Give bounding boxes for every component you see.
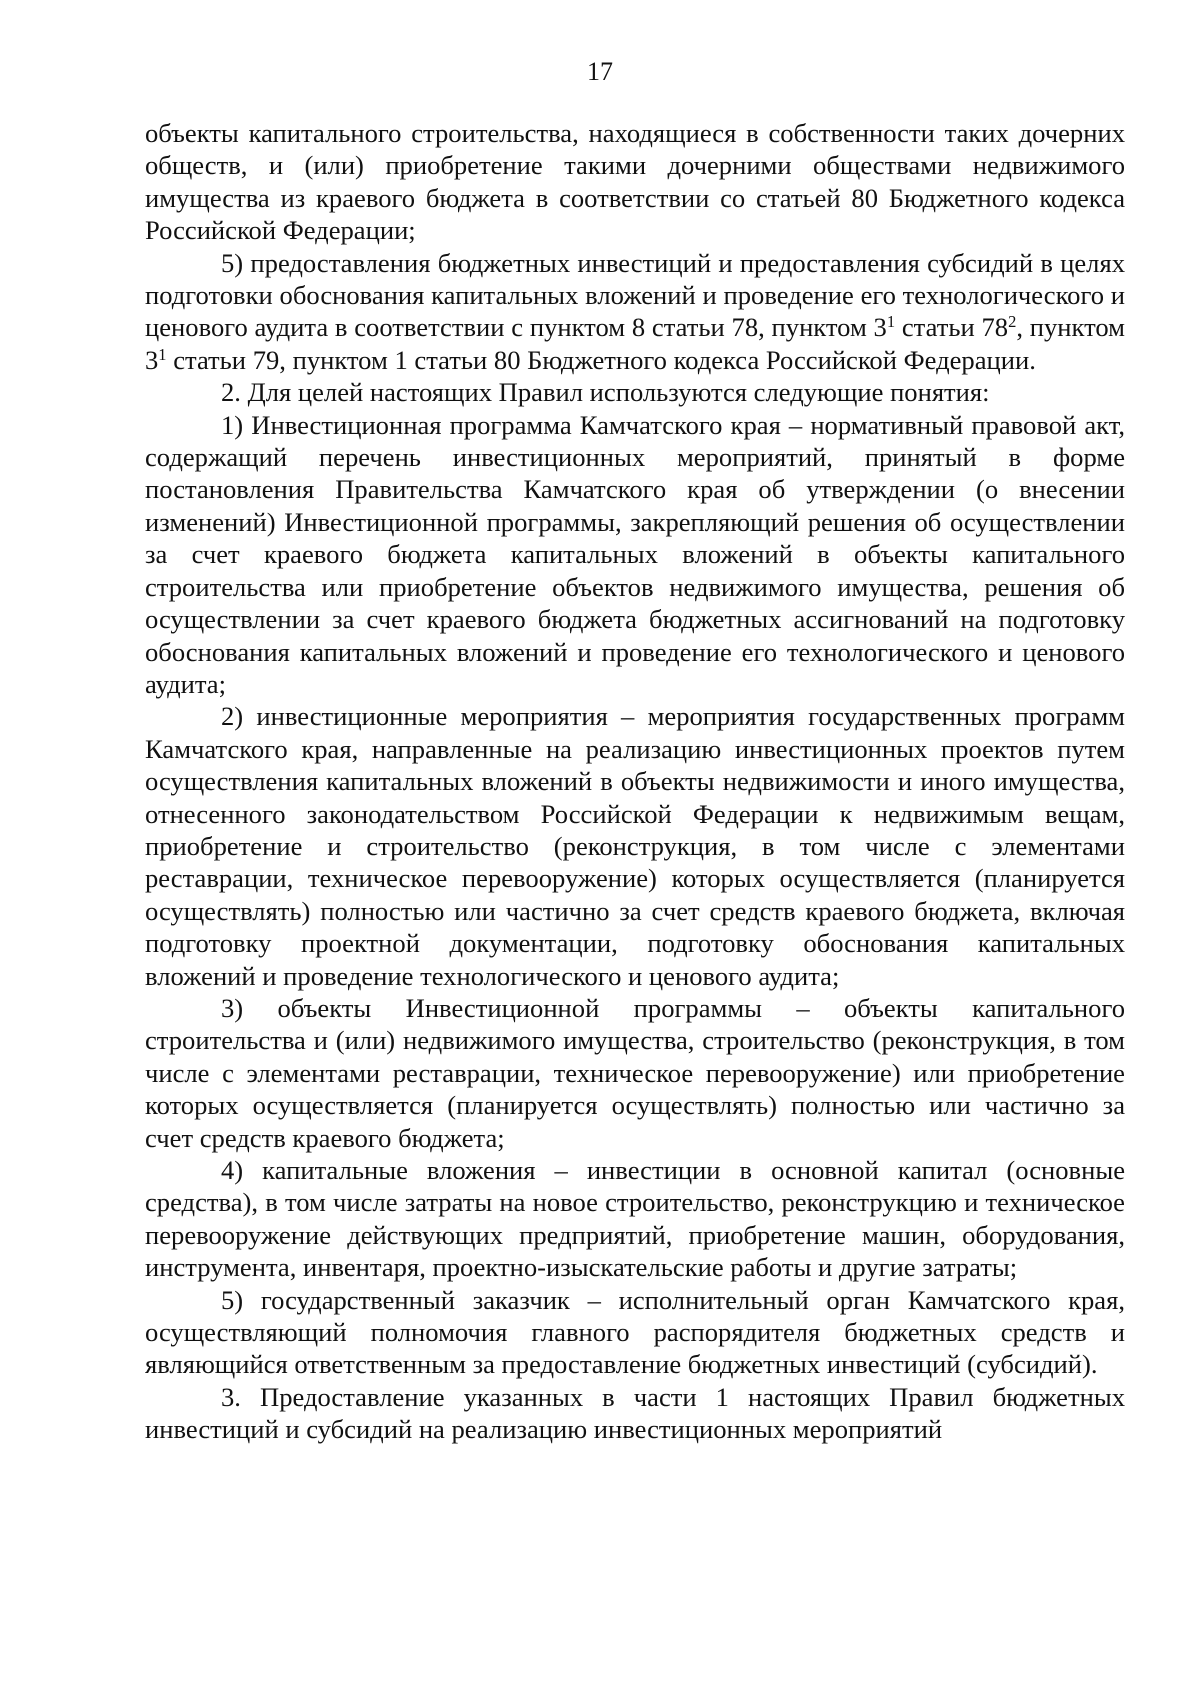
text-run: статьи 78 xyxy=(895,312,1009,343)
paragraph-definition-state-customer: 5) государственный заказчик – исполнительный орган Камчатского края, осуществляющий полномочия главного распорядителя бюджетных средств и являющийся ответственным за предоставление бюджетных инвестиций (субсидий). xyxy=(145,1284,1125,1380)
text-run: статьи 79, пунктом 1 статьи 80 Бюджетного кодекса Российской Федерации. xyxy=(166,344,1036,375)
paragraph-definition-investment-program: 1) Инвестиционная программа Камчатского края – нормативный правовой акт, содержащий перечень инвестиционных мероприятий, принятый в форме постановления Правительства Камчатского края об утверждении (о внесении изменений) Инвестиционной программы, закрепляющий решения об осуществлении за счет краевого бюджета капитальных вложений в объекты капитального строительства или приобретение объектов недвижимого имущества, решения об осуществлении за счет краевого бюджета бюджетных ассигнований на подготовку обоснования капитальных вложений и проведение его технологического и ценового аудита; xyxy=(145,409,1125,699)
paragraph-continuation: объекты капитального строительства, находящиеся в собственности таких дочерних обществ, и (или) приобретение такими дочерними обществами недвижимого имущества из краевого бюджета в соответствии со статьей 80 Бюджетного кодекса Российской Федерации; xyxy=(145,118,1125,246)
paragraph-section-3: 3. Предоставление указанных в части 1 настоящих Правил бюджетных инвестиций и субсидий на реализацию инвестиционных мероприятий xyxy=(145,1381,1125,1445)
superscript: 1 xyxy=(158,344,167,364)
page-number: 17 xyxy=(587,57,613,86)
paragraph-definition-investment-measures: 2) инвестиционные мероприятия – мероприятия государственных программ Камчатского края, направленные на реализацию инвестиционных проектов путем осуществления капитальных вложений в объекты недвижимости и иного имущества, отнесенного законодательством Российской Федерации к недвижимым вещам, приобретение и строительство (реконструкция, в том числе с элементами реставрации, техническое перевооружение) которых осуществляется (планируется осуществлять) полностью или частично за счет средств краевого бюджета, включая подготовку проектной документации, подготовку обоснования капитальных вложений и проведение технологического и ценового аудита; xyxy=(145,701,1125,991)
paragraph-item-5-budget-investments xyxy=(145,247,1125,377)
text-run: , пунктом 3 xyxy=(145,312,1125,375)
paragraph-definition-program-objects: 3) объекты Инвестиционной программы – объекты капитального строительства и (или) недвижимого имущества, строительство (реконструкция, в том числе с элементами реставрации, техническое перевооружение) или приобретение которых осуществляется (планируется осуществлять) полностью или частично за счет средств краевого бюджета; xyxy=(145,992,1125,1153)
text-run: 5) предоставления бюджетных инвестиций и предоставления субсидий в целях подготовки обоснования капитальных вложений и проведение его технологического и ценового аудита в соответствии с пунктом 8 статьи 78, пунктом 3 xyxy=(145,247,1125,343)
paragraph-section-2-definitions: 2. Для целей настоящих Правил используются следующие понятия: xyxy=(221,377,990,408)
paragraph-definition-capital-investments: 4) капитальные вложения – инвестиции в основной капитал (основные средства), в том числе затраты на новое строительство, реконструкцию и техническое перевооружение действующих предприятий, приобретение машин, оборудования, инструмента, инвентаря, проектно-изыскательские работы и другие затраты; xyxy=(145,1155,1125,1283)
superscript: 2 xyxy=(1008,312,1017,332)
superscript: 1 xyxy=(886,312,896,332)
document-body xyxy=(145,117,1125,1446)
